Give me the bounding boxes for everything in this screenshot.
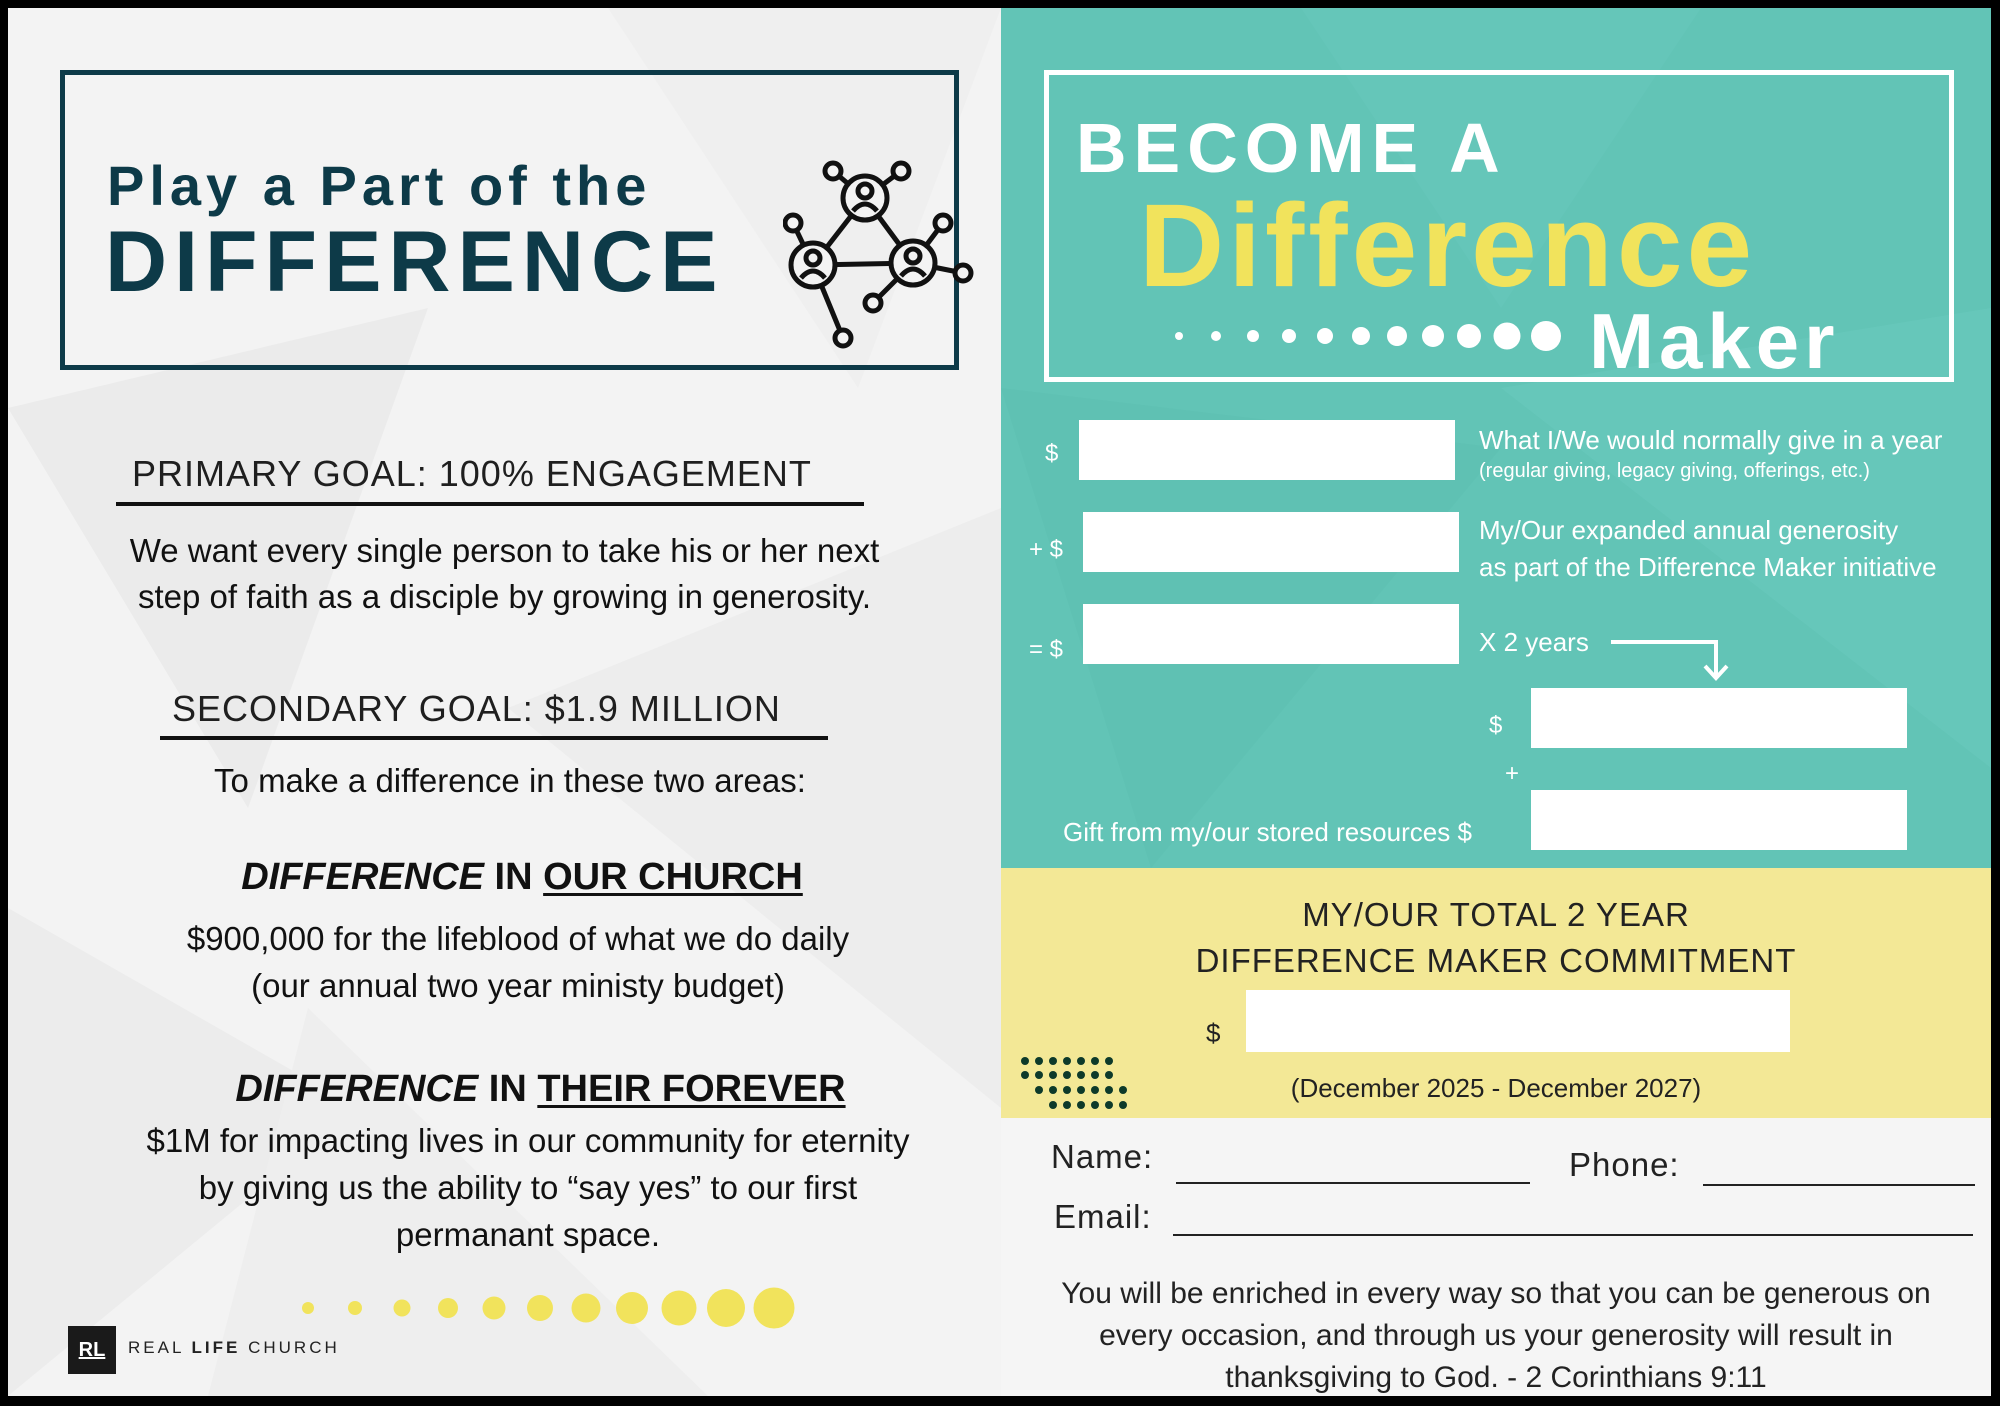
forever-underlined: THEIR FOREVER — [537, 1068, 846, 1110]
title-line-2: DIFFERENCE — [105, 214, 725, 310]
left-panel — [8, 8, 1001, 1396]
commitment-dates: (December 2025 - December 2027) — [1290, 1073, 1702, 1103]
row1-label: What I/We would normally give in a year — [1479, 425, 1943, 455]
forever-italic: DIFFERENCE — [235, 1068, 479, 1110]
title-line-1: Play a Part of the — [107, 154, 652, 217]
two-year-total-input[interactable] — [1531, 688, 1907, 748]
secondary-goal-heading: SECONDARY GOAL: $1.9 MILLION — [172, 688, 781, 729]
decorative-green-dots — [1021, 1053, 1131, 1113]
primary-goal-text-1: We want every single person to take his or her next — [129, 532, 880, 569]
church-in: IN — [484, 856, 544, 898]
stored-resources-input[interactable] — [1531, 790, 1907, 850]
forever-text-2: by giving us the ability to “say yes” to our first — [198, 1169, 858, 1206]
primary-goal-text-2: step of faith as a disciple by growing in generosity. — [137, 578, 872, 615]
primary-goal-heading: PRIMARY GOAL: 100% ENGAGEMENT — [132, 453, 812, 494]
church-text-2: (our annual two year ministy budget) — [251, 967, 785, 1004]
forever-text-3: permanant space. — [395, 1216, 661, 1253]
expanded-generosity-input[interactable] — [1083, 512, 1459, 572]
church-text-1: $900,000 for the lifeblood of what we do daily — [186, 920, 850, 957]
secondary-goal-underline — [160, 736, 828, 740]
row3-symbol: = $ — [1029, 636, 1064, 663]
people-network-icon — [783, 153, 983, 353]
total-symbol: $ — [1206, 1018, 1221, 1048]
forever-in: IN — [478, 1068, 538, 1110]
church-logo-mark: RL — [68, 1326, 116, 1374]
forever-heading — [8, 1068, 1001, 1111]
title-box — [60, 70, 959, 370]
name-field-line[interactable] — [1176, 1182, 1530, 1184]
total-heading-2: DIFFERENCE MAKER COMMITMENT — [1195, 942, 1797, 979]
row3-label: X 2 years — [1479, 627, 1589, 657]
row2-symbol: + $ — [1029, 536, 1064, 563]
decorative-dots — [1161, 316, 1581, 356]
title-line-3: Maker — [1589, 297, 1840, 385]
church-logo-text: REAL LIFE CHURCH — [128, 1338, 340, 1357]
stored-resources-label: Gift from my/our stored resources $ — [1063, 817, 1472, 847]
annual-total-input[interactable] — [1083, 604, 1459, 664]
row1-symbol: $ — [1045, 440, 1059, 467]
secondary-goal-text: To make a difference in these two areas: — [214, 762, 806, 799]
row2-label-1: My/Our expanded annual generosity — [1479, 515, 1899, 545]
title-line-2: Difference — [1139, 180, 1757, 312]
total-heading-1: MY/OUR TOTAL 2 YEAR — [1302, 896, 1690, 933]
arrow-down-right-icon — [1609, 630, 1729, 686]
email-label: Email: — [1054, 1198, 1152, 1235]
phone-field-line[interactable] — [1703, 1184, 1975, 1186]
right-panel — [1001, 8, 1991, 1396]
row2-label-2: as part of the Difference Maker initiative — [1479, 552, 1937, 582]
name-label: Name: — [1051, 1138, 1154, 1175]
row4-symbol: $ — [1489, 712, 1503, 739]
church-underlined: OUR CHURCH — [543, 856, 803, 898]
bible-verse: You will be enriched in every way so that you can be generous on every occasion, and through us your generosity will result in thanksgiving to God. - 2 Corinthians 9:11 — [1061, 1277, 1931, 1394]
church-heading — [8, 856, 1001, 899]
normal-giving-input[interactable] — [1079, 420, 1455, 480]
row1-sublabel: (regular giving, legacy giving, offerings, etc.) — [1479, 460, 1870, 482]
email-field-line[interactable] — [1173, 1234, 1973, 1236]
decorative-dots — [298, 1283, 798, 1333]
church-italic: DIFFERENCE — [241, 856, 484, 898]
plus-symbol: + — [1505, 760, 1520, 787]
forever-text-1: $1M for impacting lives in our community for eternity — [146, 1122, 910, 1159]
primary-goal-underline — [116, 502, 864, 506]
total-commitment-input[interactable] — [1246, 990, 1790, 1052]
phone-label: Phone: — [1569, 1146, 1680, 1183]
title-line-1: BECOME A — [1076, 109, 1507, 187]
